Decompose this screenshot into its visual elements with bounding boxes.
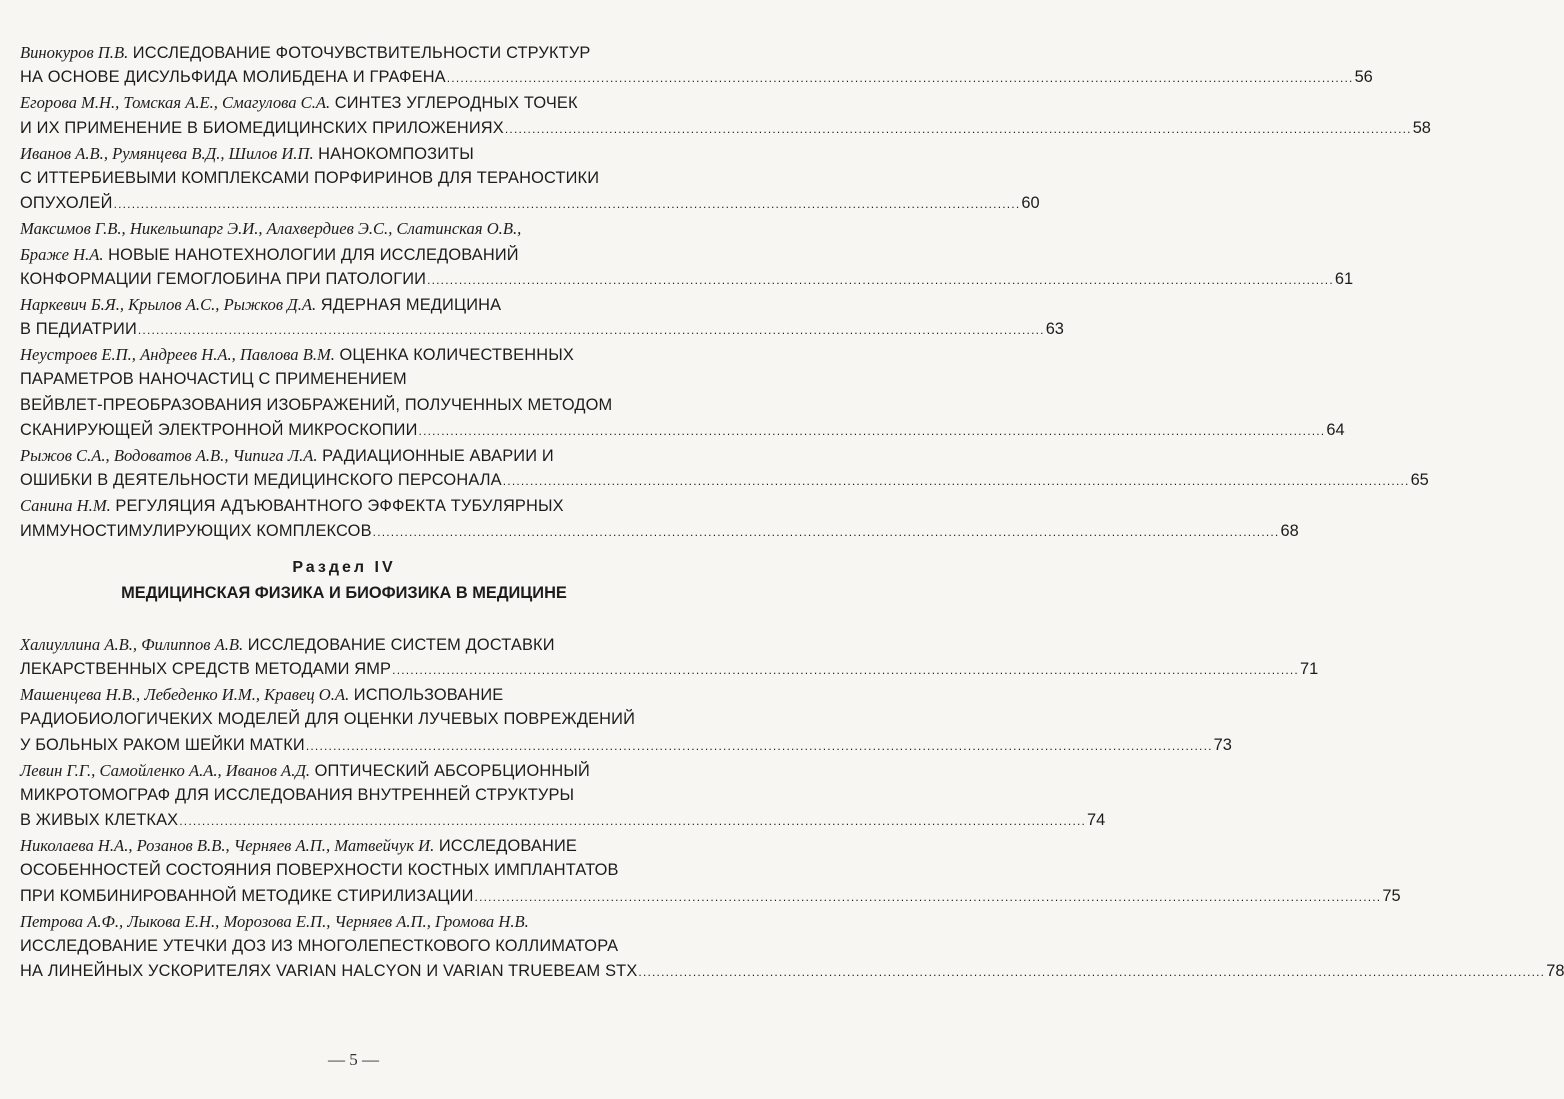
toc-entry	[20, 758, 1106, 834]
toc-entry	[20, 493, 1299, 543]
dot-leader: ........................................................................................................................................................................................................	[638, 965, 1546, 980]
entry-authors: Санина Н.М.	[20, 496, 111, 516]
entry-title: НОВЫЕ НАНОТЕХНОЛОГИИ ДЛЯ ИССЛЕДОВАНИЙ	[108, 245, 519, 264]
entry-page: 75	[1382, 886, 1401, 905]
entry-title: СИНТЕЗ УГЛЕРОДНЫХ ТОЧЕК	[334, 94, 578, 113]
entry-title: НА ЛИНЕЙНЫХ УСКОРИТЕЛЯХ VARIAN HALCYON И VARIAN TRUEBEAM STX	[20, 962, 638, 981]
table-of-contents	[20, 40, 1564, 984]
entry-title: НА ОСНОВЕ ДИСУЛЬФИДА МОЛИБДЕНА И ГРАФЕНА	[20, 68, 446, 87]
entry-page: 71	[1299, 659, 1319, 678]
entry-title: МИКРОТОМОГРАФ ДЛЯ ИССЛЕДОВАНИЯ ВНУТРЕННЕЙ СТРУКТУРЫ	[20, 785, 575, 804]
entry-authors-cont: Браже Н.А.	[20, 244, 104, 264]
entry-page: 64	[1326, 420, 1345, 439]
entry-title: С ИТТЕРБИЕВЫМИ КОМПЛЕКСАМИ ПОРФИРИНОВ ДЛЯ ТЕРАНОСТИКИ	[20, 168, 600, 187]
entry-title: ИСПОЛЬЗОВАНИЕ	[353, 686, 504, 705]
toc-entry	[20, 292, 1064, 342]
entry-page: 68	[1280, 521, 1299, 540]
entry-title: ПРИ КОМБИНИРОВАННОЙ МЕТОДИКЕ СТИРИЛИЗАЦИИ	[20, 886, 474, 905]
entry-authors: Наркевич Б.Я., Крылов А.С., Рыжков Д.А.	[20, 294, 317, 314]
toc-entry	[20, 443, 1429, 493]
dot-leader: ........................................................................................................................................................................................................	[427, 272, 1334, 287]
entry-page: 65	[1410, 471, 1429, 490]
entry-page: 63	[1045, 320, 1064, 339]
dot-leader: ........................................................................................................................................................................................................	[179, 814, 1087, 829]
entry-page: 58	[1412, 118, 1431, 137]
dot-leader: ........................................................................................................................................................................................................	[418, 423, 1326, 438]
entry-title: РАДИАЦИОННЫЕ АВАРИИ И	[322, 447, 554, 465]
entry-title: ИММУНОСТИМУЛИРУЮЩИХ КОМПЛЕКСОВ	[20, 521, 372, 540]
entry-page: 61	[1334, 269, 1354, 288]
toc-entry	[20, 833, 1401, 909]
entry-title: ОШИБКИ В ДЕЯТЕЛЬНОСТИ МЕДИЦИНСКОГО ПЕРСОНАЛА	[20, 471, 502, 490]
entry-title: У БОЛЬНЫХ РАКОМ ШЕЙКИ МАТКИ	[20, 735, 305, 754]
entry-authors: Иванов А.В., Румянцева В.Д., Шилов И.П.	[20, 143, 314, 163]
entry-page: 78	[1546, 962, 1564, 981]
entry-authors: Машенцева Н.В., Лебеденко И.М., Кравец О.А.	[20, 685, 350, 705]
toc-entry	[20, 682, 1232, 758]
entry-title: РАДИОБИОЛОГИЧЕКИХ МОДЕЛЕЙ ДЛЯ ОЦЕНКИ ЛУЧЕВЫХ ПОВРЕЖДЕНИЙ	[20, 710, 635, 729]
dot-leader: ........................................................................................................................................................................................................	[502, 474, 1410, 489]
entry-authors: Егорова М.Н., Томская А.Е., Смагулова С.А.	[20, 93, 331, 113]
dot-leader: ........................................................................................................................................................................................................	[446, 71, 1354, 86]
entry-title: НАНОКОМПОЗИТЫ	[318, 144, 474, 163]
toc-entry	[20, 632, 1319, 682]
toc-entry	[20, 909, 1564, 985]
entry-title: ИССЛЕДОВАНИЕ ФОТОЧУВСТВИТЕЛЬНОСТИ СТРУКТУР	[132, 44, 591, 62]
entry-title: В ПЕДИАТРИИ	[20, 320, 137, 339]
entry-authors: Рыжов С.А., Водоватов А.В., Чипига Л.А.	[20, 446, 318, 465]
toc-entry	[20, 342, 1345, 443]
entry-page: 74	[1087, 811, 1106, 830]
toc-entry	[20, 141, 1040, 217]
entry-authors: Винокуров П.В.	[20, 43, 129, 62]
entry-page: 60	[1021, 194, 1040, 213]
entry-title: ЛЕКАРСТВЕННЫХ СРЕДСТВ МЕТОДАМИ ЯМР	[20, 659, 392, 678]
entry-title: ИССЛЕДОВАНИЕ УТЕЧКИ ДОЗ ИЗ МНОГОЛЕПЕСТКОВОГО КОЛЛИМАТОРА	[20, 937, 619, 955]
section-number: Раздел IV	[292, 558, 396, 576]
entry-page: 56	[1354, 68, 1373, 87]
entry-authors: Петрова А.Ф., Лыкова Е.Н., Морозова Е.П., Черняев А.П., Громова Н.В.	[20, 911, 529, 931]
entry-title: ЯДЕРНАЯ МЕДИЦИНА	[320, 295, 502, 314]
entry-title: ИССЛЕДОВАНИЕ СИСТЕМ ДОСТАВКИ	[247, 635, 555, 654]
entry-authors: Неустроев Е.П., Андреев Н.А., Павлова В.М.	[20, 345, 335, 365]
dot-leader: ........................................................................................................................................................................................................	[372, 524, 1280, 539]
entry-title: ВЕЙВЛЕТ-ПРЕОБРАЗОВАНИЯ ИЗОБРАЖЕНИЙ, ПОЛУЧЕННЫХ МЕТОДОМ	[20, 395, 613, 414]
entry-title: КОНФОРМАЦИИ ГЕМОГЛОБИНА ПРИ ПАТОЛОГИИ	[20, 269, 427, 288]
dot-leader: ........................................................................................................................................................................................................	[113, 197, 1021, 212]
section-heading	[20, 556, 668, 606]
toc-entry	[20, 40, 1373, 90]
entry-authors: Левин Г.Г., Самойленко А.А., Иванов А.Д.	[20, 760, 311, 780]
entry-title: ПАРАМЕТРОВ НАНОЧАСТИЦ С ПРИМЕНЕНИЕМ	[20, 370, 407, 389]
entry-title: СКАНИРУЮЩЕЙ ЭЛЕКТРОННОЙ МИКРОСКОПИИ	[20, 420, 418, 439]
entry-authors: Максимов Г.В., Никельшпарг Э.И., Алахвердиев Э.С., Слатинская О.В.,	[20, 219, 522, 239]
entry-title: ОЦЕНКА КОЛИЧЕСТВЕННЫХ	[339, 346, 574, 365]
toc-entry	[20, 90, 1431, 140]
dot-leader: ........................................................................................................................................................................................................	[392, 662, 1299, 677]
entry-title: ОПУХОЛЕЙ	[20, 194, 113, 213]
entry-page: 73	[1213, 735, 1232, 754]
entry-title: В ЖИВЫХ КЛЕТКАХ	[20, 811, 179, 830]
dot-leader: ........................................................................................................................................................................................................	[137, 323, 1045, 338]
dot-leader: ........................................................................................................................................................................................................	[474, 889, 1382, 904]
section-title: МЕДИЦИНСКАЯ ФИЗИКА И БИОФИЗИКА В МЕДИЦИНЕ	[121, 583, 567, 602]
page-number: — 5 —	[328, 1050, 379, 1069]
entry-title: И ИХ ПРИМЕНЕНИЕ В БИОМЕДИЦИНСКИХ ПРИЛОЖЕНИЯХ	[20, 118, 504, 137]
entry-title: ОПТИЧЕСКИЙ АБСОРБЦИОННЫЙ	[314, 761, 590, 780]
entry-title: РЕГУЛЯЦИЯ АДЪЮВАНТНОГО ЭФФЕКТА ТУБУЛЯРНЫХ	[115, 497, 564, 516]
entry-authors: Николаева Н.А., Розанов В.В., Черняев А.П., Матвейчук И.	[20, 836, 435, 856]
toc-entry	[20, 216, 1354, 292]
entry-title: ОСОБЕННОСТЕЙ СОСТОЯНИЯ ПОВЕРХНОСТИ КОСТНЫХ ИМПЛАНТАТОВ	[20, 861, 619, 880]
dot-leader: ........................................................................................................................................................................................................	[305, 738, 1213, 753]
dot-leader: ........................................................................................................................................................................................................	[504, 121, 1412, 136]
entry-authors: Халиуллина А.В., Филиппов А.В.	[20, 634, 244, 654]
entry-title: ИССЛЕДОВАНИЕ	[438, 837, 577, 856]
